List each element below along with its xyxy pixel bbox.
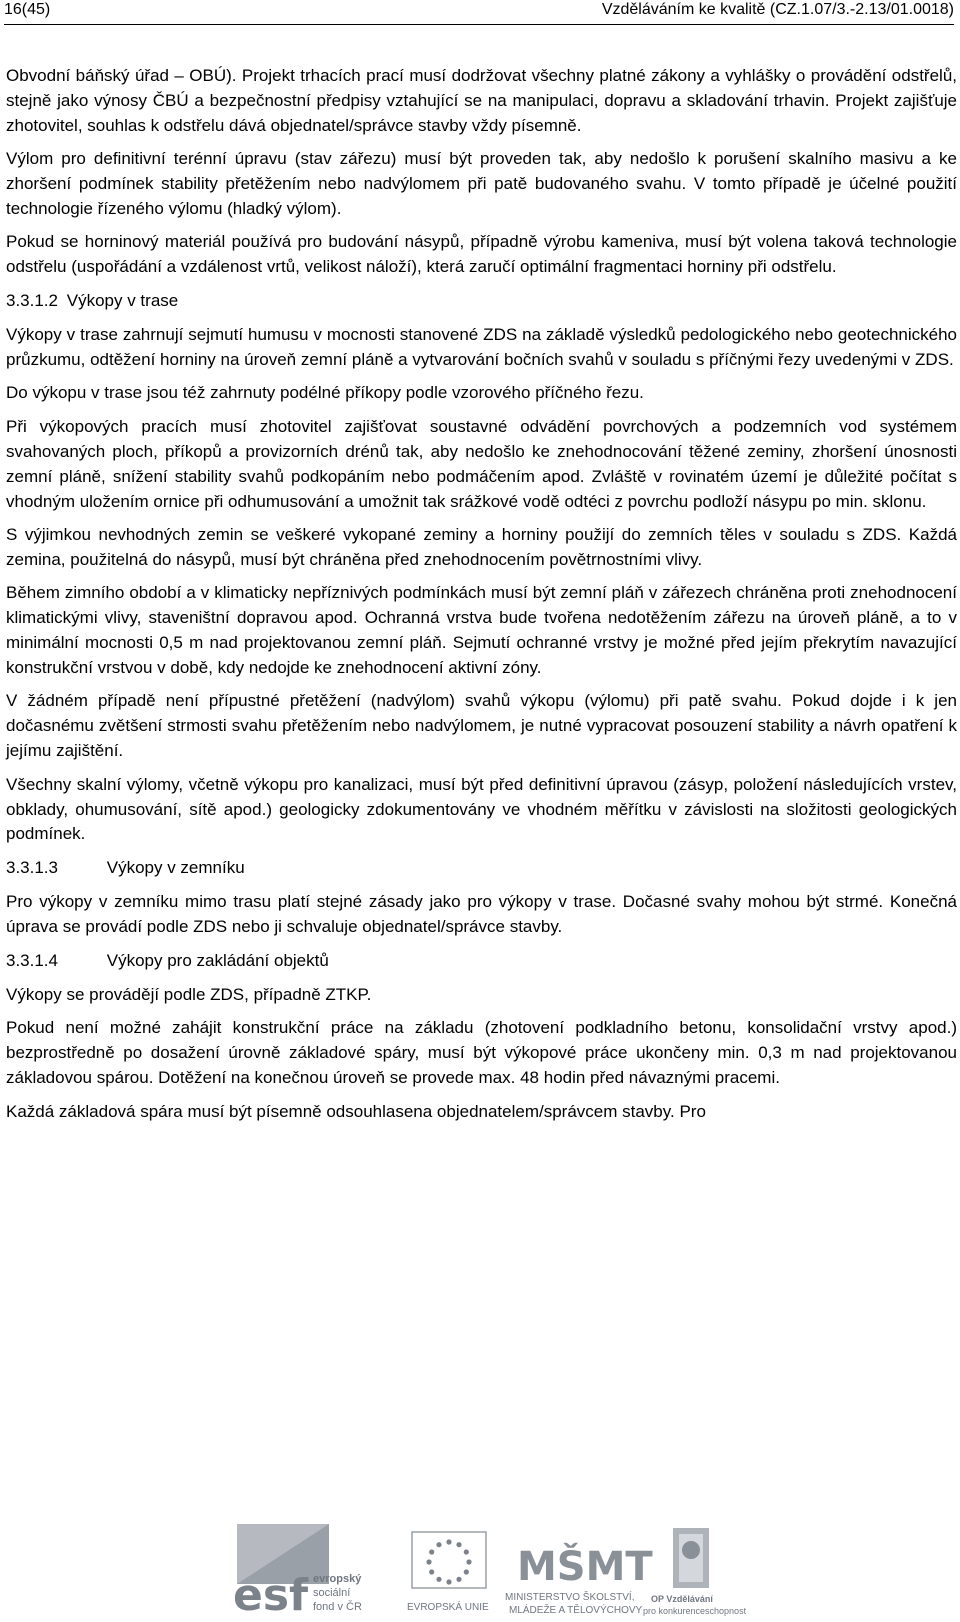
paragraph: Obvodní báňský úřad – OBÚ). Projekt trhacích prací musí dodržovat všechny platné zákony a vyhlášky o provádění odstřelů, stejně jako výnosy ČBÚ a bezpečnostní předpisy vztahující se na manipulaci, dopravu a skladování trhavin. Projekt zajišťuje zhotovitel, souhlas k odstřelu dává objednatel/správce stavby vždy písemně. xyxy=(6,66,957,135)
paragraph: Do výkopu v trase jsou též zahrnuty podélné příkopy podle vzorového příčného řezu. xyxy=(6,383,644,403)
paragraph: Během zimního období a v klimaticky nepříznivých podmínkách musí být zemní pláň v zářezech chráněna proti znehodnocení klimatickými vlivy, staveništní dopravou apod. Ochranná vrstva bude tvořena nedotěžením zářezu na úroveň pláně, a to v minimální mocnosti 0,5 m nad projektovanou zemní pláň. Sejmutí ochranné vrstvy je možné před jejím překrytím navazující konstrukční vrstvou v době, kdy nedojde ke znehodnocení aktivní zóny. xyxy=(6,583,957,678)
esf-mark: esf xyxy=(233,1570,309,1618)
funding-logos xyxy=(229,1520,960,1620)
msmt-logo xyxy=(505,1520,659,1618)
project-code: Vzděláváním ke kvalitě (CZ.1.07/3.-2.13/01.0018) xyxy=(601,1,954,18)
msmt-caption: MLÁDEŽE A TĚLOVÝCHOVY xyxy=(509,1605,643,1616)
esf-text-line: sociální xyxy=(313,1587,351,1599)
paragraph: Všechny skalní výlomy, včetně výkopu pro kanalizaci, musí být před definitivní úpravou (zásyp, položení následujících vrstev, obklady, ohumusování, sítě apod.) geologicky zdokumentovány ve vhodném měřítku v závislosti na složitosti geologických podmínek. xyxy=(6,774,957,844)
section-title: Výkopy pro zakládání objektů xyxy=(106,950,329,970)
section-heading xyxy=(6,949,957,974)
paragraph: Pro výkopy v zemníku mimo trasu platí stejné zásady jako pro výkopy v trase. Dočasné svahy mohou být strmé. Konečná úprava se provádí podle ZDS nebo ji schvaluje objednatel/správce stavby. xyxy=(6,892,957,937)
eu-caption: EVROPSKÁ UNIE xyxy=(407,1602,489,1613)
paragraph: S výjimkou nevhodných zemin se veškeré vykopané zeminy a horniny použijí do zemních těles v souladu s ZDS. Každá zemina, použitelná do násypů, musí být chráněna před znehodnocením povětrnostními vlivy. xyxy=(6,525,957,569)
paragraph: V žádném případě není přípustné přetěžení (nadvýlom) svahů výkopu (výlomu) při patě svahu. Pokud dojde i k jen dočasnému zvětšení strmosti svahu přetěžením nebo nadvýlomem, je nutné vypracovat posouzení stability a návrh opatření k jejímu zajištění. xyxy=(6,691,957,761)
document-body xyxy=(6,64,957,1133)
msmt-mark: MŠMT xyxy=(517,1544,653,1590)
eu-flag-logo xyxy=(407,1520,497,1618)
paragraph: Výkopy v trase zahrnují sejmutí humusu v mocnosti stanovené ZDS na základě výsledků pedologického nebo geotechnického průzkumu, odtěžení horniny na úroveň zemní pláně a vytvarování bočních svahů v souladu s příčnými řezy uvedenými v ZDS. xyxy=(6,325,957,370)
esf-text-line: evropský xyxy=(313,1573,362,1585)
page-header xyxy=(4,0,954,22)
paragraph: Pokud není možné zahájit konstrukční práce na základu (zhotovení podkladního betonu, konsolidační vrstvy apod.) bezprostředně po dosažení úrovně základové spáry, musí být výkopové práce ukončeny min. 0,3 m nad projektovanou základovou spárou. Dotěžení na konečnou úroveň se provede max. 48 hodin před návaznými pracemi. xyxy=(6,1018,957,1088)
esf-logo xyxy=(229,1520,389,1618)
section-heading xyxy=(6,856,957,881)
page-number: 16(45) xyxy=(4,1,51,18)
section-number: 3.3.1.4 xyxy=(6,950,58,970)
msmt-caption: MINISTERSTVO ŠKOLSTVÍ, xyxy=(505,1592,635,1603)
header-divider xyxy=(4,24,954,25)
paragraph: Pokud se horninový materiál používá pro budování násypů, případně výrobu kameniva, musí být volena taková technologie odstřelu (uspořádání a vzdálenost vrtů, velikost náloží), která zaručí optimální fragmentaci horniny při odstřelu. xyxy=(6,232,957,277)
section-heading xyxy=(6,289,957,314)
section-number: 3.3.1.3 xyxy=(6,857,58,877)
op-caption: OP Vzdělávání xyxy=(651,1594,713,1604)
paragraph: Výkopy se provádějí podle ZDS, případně ZTKP. xyxy=(6,985,372,1004)
paragraph: Každá základová spára musí být písemně odsouhlasena objednatelem/správcem stavby. Pro xyxy=(6,1101,706,1121)
section-title: Výkopy v trase xyxy=(66,290,179,310)
section-number: 3.3.1.2 xyxy=(6,290,58,310)
op-caption: pro konkurenceschopnost xyxy=(643,1606,747,1616)
paragraph: Výlom pro definitivní terénní úpravu (stav zářezu) musí být proveden tak, aby nedošlo k porušení skalního masivu a ke zhoršení podmínek stability přetěžením nebo nadvýlomem při patě budovaného svahu. V tomto případě je účelné použití technologie řízeného výlomu (hladký výlom). xyxy=(6,149,957,219)
op-vk-logo xyxy=(643,1520,753,1618)
esf-text-line: fond v ČR xyxy=(313,1601,362,1613)
section-title: Výkopy v zemníku xyxy=(106,857,245,877)
paragraph: Při výkopových pracích musí zhotovitel zajišťovat soustavné odvádění povrchových a podzemních vod systémem svahovaných ploch, příkopů a provizorních drénů tak, aby nedošlo ke znehodnocování těžené zeminy, zhoršení únosnosti zemní pláně, snížení stability svahů podkopáním nebo podmáčením apod. Zvláště v rovinatém území je důležité počítat s vhodným uložením ornice při odhumusování a umožnit tak srážkové vodě odtéci z povrchu podloží násypu po min. sklonu. xyxy=(6,416,957,511)
